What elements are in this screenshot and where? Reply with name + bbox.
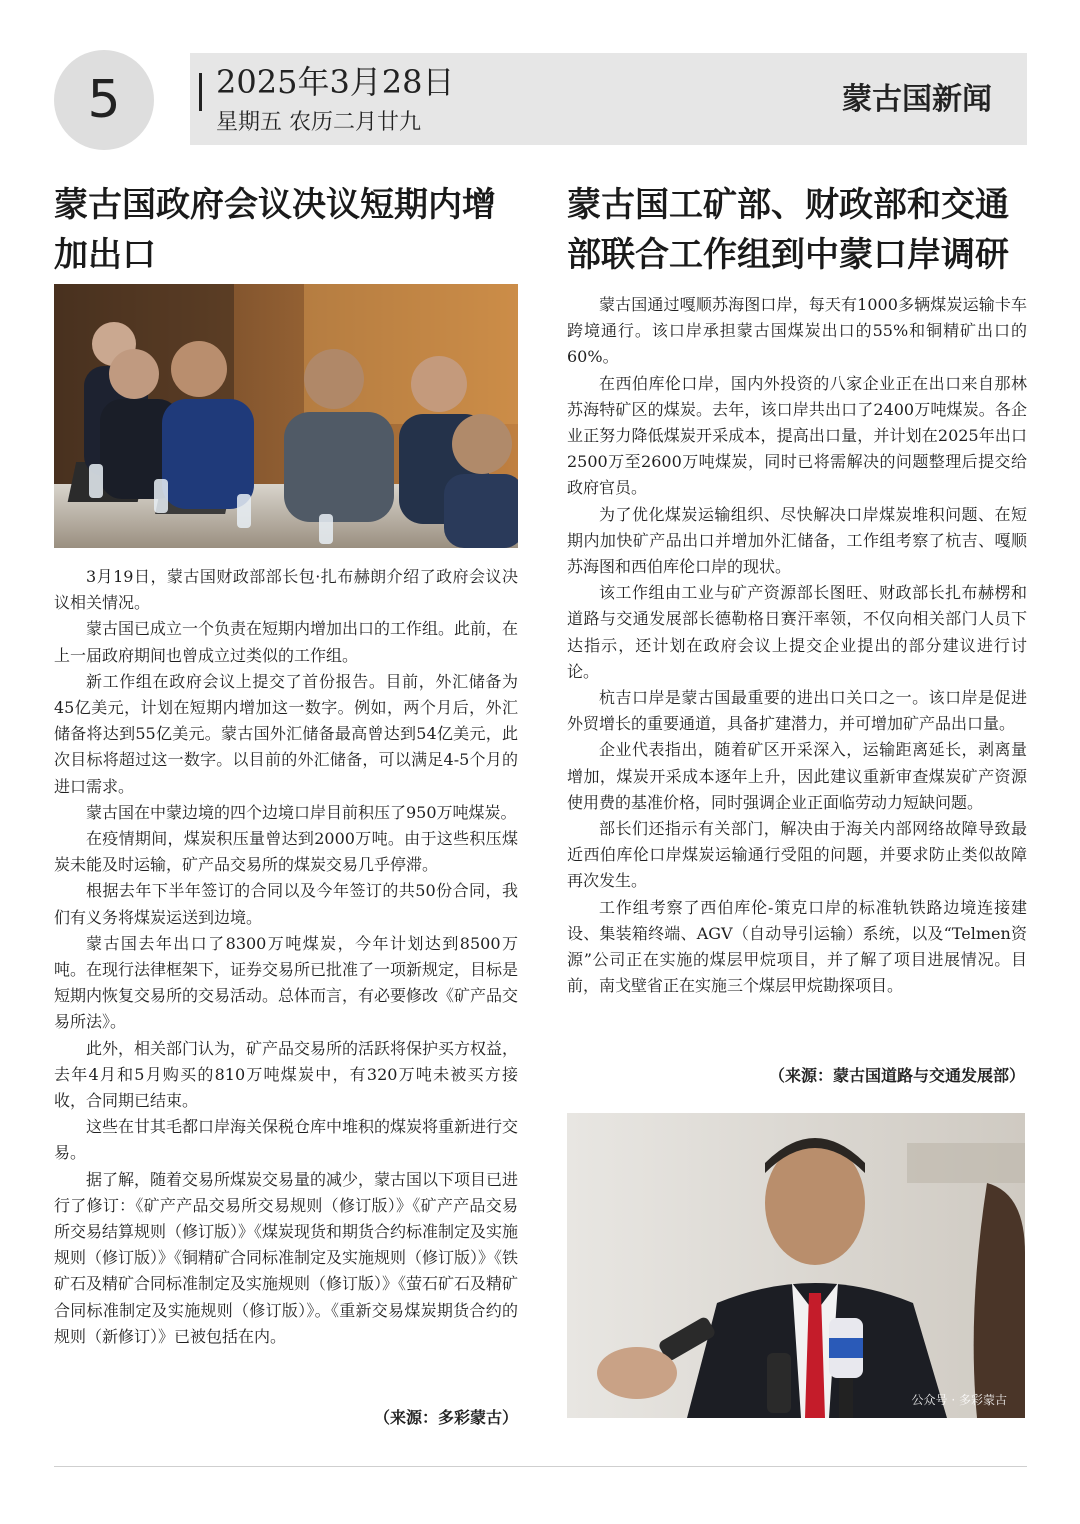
article-left-title: 蒙古国政府会议决议短期内增加出口 (54, 185, 496, 275)
paragraph: 据了解，随着交易所煤炭交易量的减少，蒙古国以下项目已进行了修订：《矿产产品交易所交易规则（修订版）》《矿产产品交易所交易结算规则（修订版）》《煤炭现货和期货合约标准制定及实施规则（修订版）》《铜精矿合同标准制定及实施规则（修订版）》《铁矿石及精矿合同标准制定及实施规则（修订版）》《萤石矿石及精矿合同标准制定及实施规则（修订版）》。《重新交易煤炭期货合约的规则（新修订）》已被包括在内。 (54, 1169, 519, 1346)
paragraph: 该工作组由工业与矿产资源部长图旺、财政部长扎布赫楞和道路与交通发展部长德勒格日赛汗率领，不仅向相关部门人员下达指示，还计划在政府会议上提交企业提出的部分建议进行讨论。 (567, 583, 1027, 681)
paragraph: 在疫情期间，煤炭积压量曾达到2000万吨。由于这些积压煤炭未能及时运输，矿产品交易所的煤炭交易几乎停滞。 (54, 829, 518, 875)
paragraph: 3月19日，蒙古国财政部部长包·扎布赫朗介绍了政府会议决议相关情况。 (54, 567, 518, 613)
paragraph: 杭吉口岸是蒙古国最重要的进出口关口之一。该口岸是促进外贸增长的重要通道，具备扩建潜力，并可增加矿产品出口量。 (567, 688, 1027, 734)
weekday-lunar-date: 星期五 农历二月廿九 (216, 110, 421, 135)
article-right-title: 蒙古国工矿部、财政部和交通部联合工作组到中蒙口岸调研 (567, 185, 1009, 275)
paragraph: 工作组考察了西伯库伦-策克口岸的标准轨铁路边境连接建设、集装箱终端、AGV（自动导引运输）系统，以及“Telmen资源”公司正在实施的煤层甲烷项目，并了解了项目进展情况。目前，南戈壁省正在实施三个煤层甲烷勘探项目。 (567, 897, 1027, 996)
article-left-source: （来源：多彩蒙古） (373, 1408, 518, 1427)
watermark: 公众号 · 多彩蒙古 (911, 1393, 1007, 1407)
paragraph: 蒙古国通过嘎顺苏海图口岸，每天有1000多辆煤炭运输卡车跨境通行。该口岸承担蒙古国煤炭出口的55%和铜精矿出口的60%。 (567, 295, 1027, 367)
header-divider (199, 73, 202, 111)
article-left-body (54, 564, 518, 1350)
paragraph: 企业代表指出，随着矿区开采深入，运输距离延长，剥离量增加，煤炭开采成本逐年上升，因此建议重新审查煤炭矿产资源使用费的基准价格，同时强调企业正面临劳动力短缺问题。 (567, 740, 1027, 812)
paragraph: 蒙古国去年出口了8300万吨煤炭，今年计划达到8500万吨。在现行法律框架下，证券交易所已批准了一项新规定，目标是短期内恢复交易所的交易活动。总体而言，有必要修改《矿产品交易所法》。 (54, 933, 519, 1032)
footer-rule (54, 1466, 1027, 1467)
paragraph: 此外，相关部门认为，矿产品交易所的活跃将保护买方权益，去年4月和5月购买的810万吨煤炭中，有320万吨未被买方接收，合同期已结束。 (54, 1038, 519, 1111)
section-title: 蒙古国新闻 (842, 82, 992, 117)
issue-date: 2025年3月28日 (216, 63, 455, 101)
paragraph: 部长们还指示有关部门，解决由于海关内部网络故障导致最近西伯库伦口岸煤炭运输通行受阻的问题，并要求防止类似故障再次发生。 (567, 819, 1027, 891)
paragraph: 这些在甘其毛都口岸海关保税仓库中堆积的煤炭将重新进行交易。 (54, 1117, 519, 1163)
article-right-source: （来源：蒙古国道路与交通发展部） (768, 1066, 1025, 1085)
paragraph: 新工作组在政府会议上提交了首份报告。目前，外汇储备为45亿美元，计划在短期内增加这一数字。例如，两个月后，外汇储备将达到55亿美元。蒙古国外汇储备最高曾达到54亿美元，此次目标将超过这一数字。以目前的外汇储备，可以满足4-5个月的进口需求。 (54, 671, 518, 796)
paragraph: 根据去年下半年签订的合同以及今年签订的共50份合同，我们有义务将煤炭运送到边境。 (54, 881, 518, 927)
article-right-body (567, 292, 1027, 999)
interview-photo (567, 1113, 1025, 1418)
page-number: 5 (54, 50, 154, 150)
paragraph: 蒙古国已成立一个负责在短期内增加出口的工作组。此前，在上一届政府期间也曾成立过类似的工作组。 (54, 619, 519, 665)
meeting-photo (54, 284, 518, 548)
paragraph: 为了优化煤炭运输组织、尽快解决口岸煤炭堆积问题、在短期内加快矿产品出口并增加外汇储备，工作组考察了杭吉、嘎顺苏海图和西伯库伦口岸的现状。 (567, 504, 1027, 577)
paragraph: 在西伯库伦口岸，国内外投资的八家企业正在出口来自那林苏海特矿区的煤炭。去年，该口岸共出口了2400万吨煤炭。各企业正努力降低煤炭开采成本，提高出口量，并计划在2025年出口2500万至2600万吨煤炭，同时已将需解决的问题整理后提交给政府官员。 (567, 373, 1027, 498)
paragraph: 蒙古国在中蒙边境的四个边境口岸目前积压了950万吨煤炭。 (86, 802, 517, 822)
